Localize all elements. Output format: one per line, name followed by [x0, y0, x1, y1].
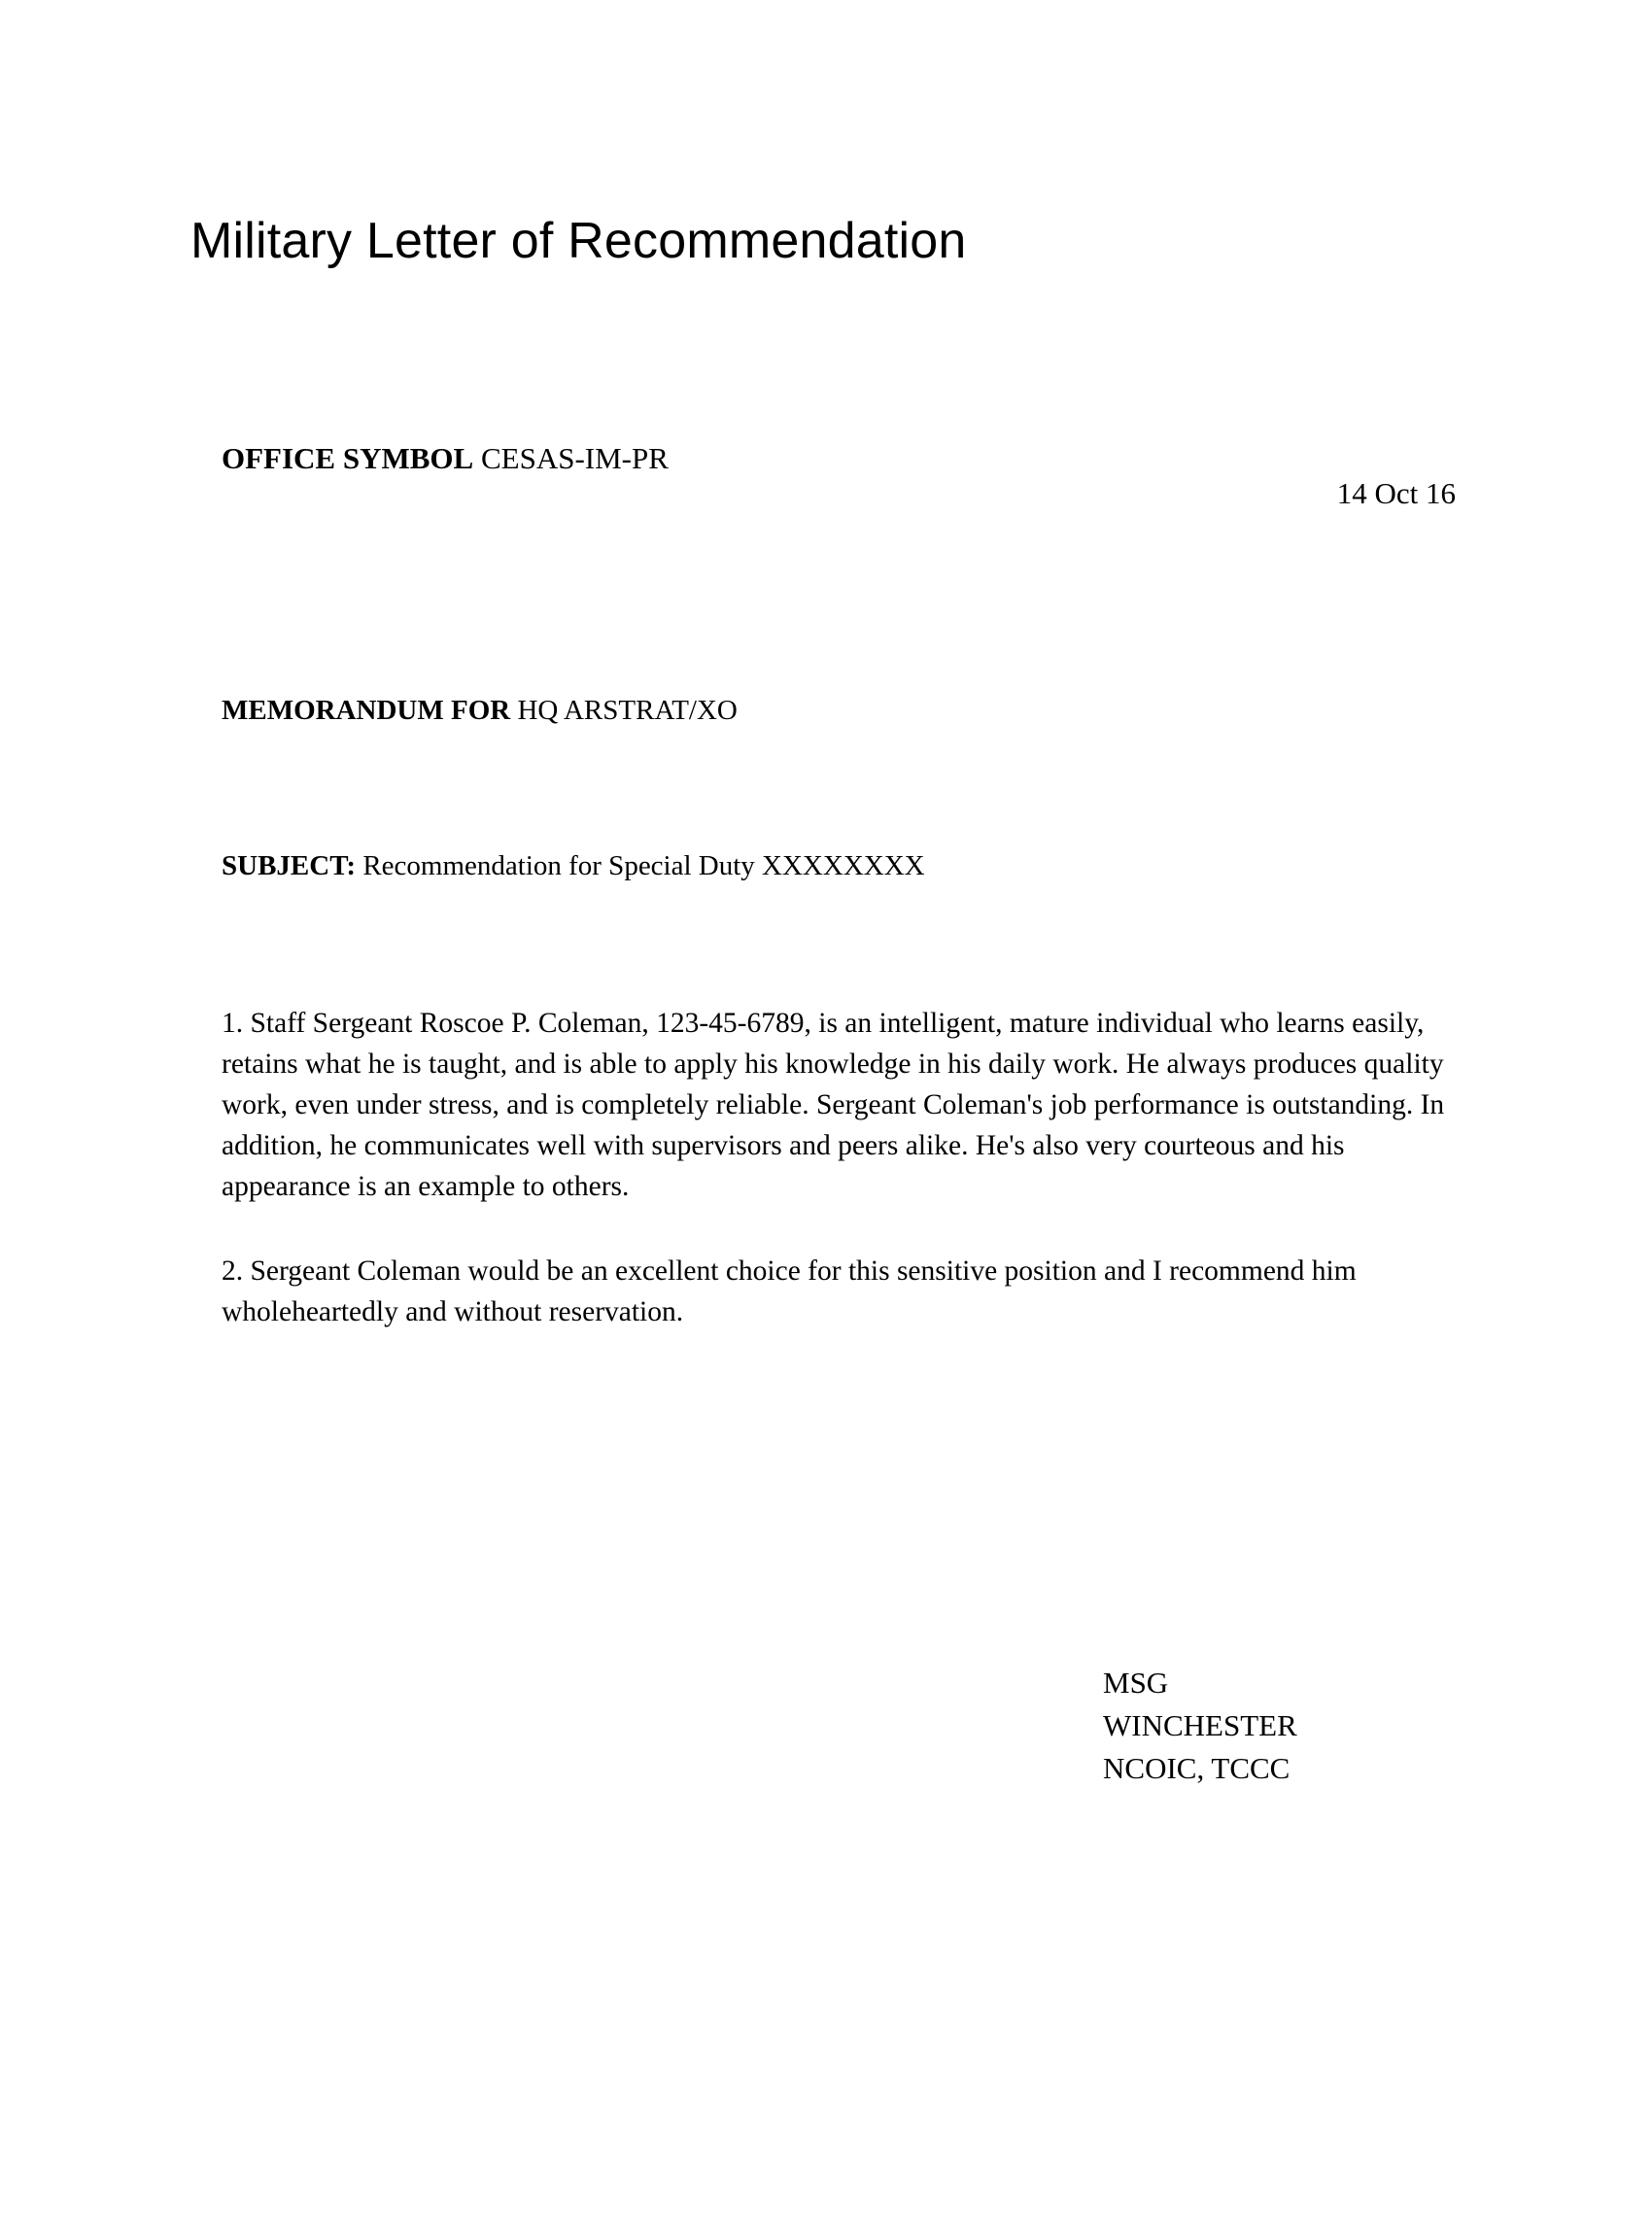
letter-date: 14 Oct 16: [1336, 476, 1456, 510]
body-paragraph-2: 2. Sergeant Coleman would be an excellent choice for this sensitive position and I recommend him wholeheartedly and without reservation.: [222, 1255, 1357, 1328]
body-paragraph-1: 1. Staff Sergeant Roscoe P. Coleman, 123-45-6789, is an intelligent, mature individual who learns easily, retains what he is taught, and is able to apply his knowledge in his daily work. He always produces quality work, even under stress, and is completely reliable. Sergeant Coleman's job performance is outstanding. In addition, he communicates well with supervisors and peers alike. He's also very courteous and his appearance is an example to others.: [222, 1008, 1445, 1202]
signature-name: WINCHESTER: [1103, 1708, 1297, 1743]
signature-duty-title: NCOIC, TCCC: [1103, 1751, 1291, 1786]
office-symbol-label: OFFICE SYMBOL: [222, 441, 474, 475]
office-symbol-value: CESAS-IM-PR: [480, 441, 669, 475]
memorandum-for-value: HQ ARSTRAT/XO: [517, 695, 738, 726]
subject-label: SUBJECT:: [222, 849, 357, 881]
memorandum-for-label: MEMORANDUM FOR: [222, 695, 511, 726]
subject-value: Recommendation for Special Duty XXXXXXXX: [362, 849, 925, 881]
office-symbol: [222, 437, 853, 481]
subject-line: [222, 845, 1456, 888]
office-symbol-row: [222, 437, 1456, 544]
signature-rank: MSG: [1103, 1666, 1169, 1700]
signature-block: [1103, 1662, 1297, 1790]
page-title: Military Letter of Recommendation: [190, 213, 967, 269]
letter-body: [222, 437, 1456, 1362]
memorandum-for-line: [222, 690, 1456, 733]
